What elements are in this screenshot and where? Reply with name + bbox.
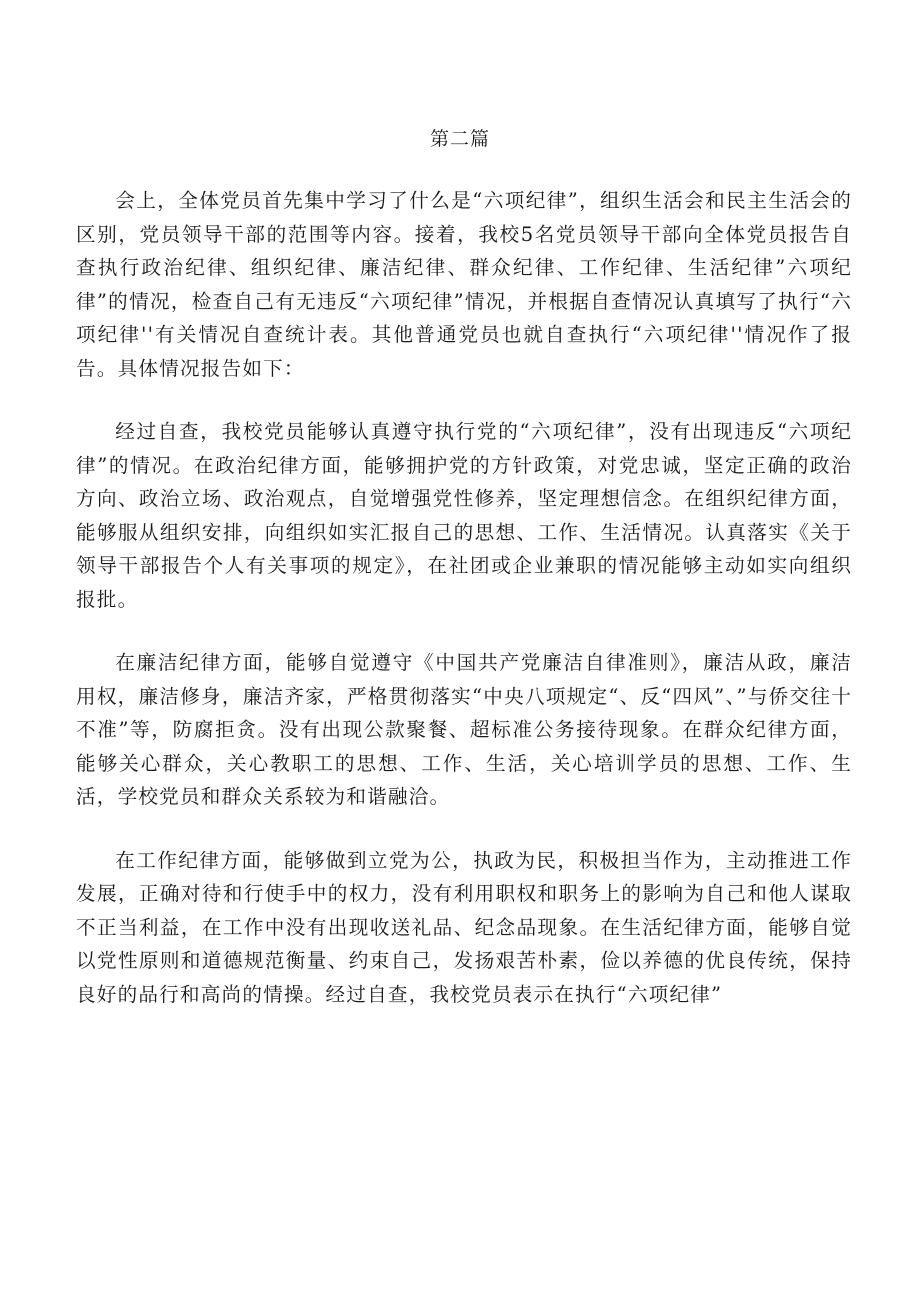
paragraph-3: 在廉洁纪律方面，能够自觉遵守《中国共产党廉洁自律准则》，廉洁从政，廉洁用权，廉洁修身，廉洁齐家，严格贯彻落实“中央八项规定“、反“四风”、”与侨交往十不准”等，防腐拒贪。没有出现公款聚餐、超标准公务接待现象。在群众纪律方面，能够关心群众，关心教职工的思想、工作、生活，关心培训学员的思想、工作、生活，学校党员和群众关系较为和谐融洽。 <box>76 651 852 808</box>
paragraph-2: 经过自查，我校党员能够认真遵守执行党的“六项纪律”，没有出现违反“六项纪律”的情况。在政治纪律方面，能够拥护党的方针政策，对党忠诚，坚定正确的政治方向、政治立场、政治观点，自觉增强党性修养，坚定理想信念。在组织纪律方面，能够服从组织安排，向组织如实汇报自己的思想、工作、生活情况。认真落实《关于领导干部报告个人有关事项的规定》，在社团或企业兼职的情况能够主动如实向组织报批。 <box>76 420 852 611</box>
paragraph-1: 会上，全体党员首先集中学习了什么是“六项纪律”，组织生活会和民主生活会的区别，党员领导干部的范围等内容。接着，我校5名党员领导干部向全体党员报告自查执行政治纪律、组织纪律、廉洁纪律、群众纪律、工作纪律、生活纪律”六项纪律”的情况，检查自己有无违反“六项纪律”情况，并根据自查情况认真填写了执行“六项纪律''有关情况自查统计表。其他普通党员也就自查执行“六项纪律''情况作了报告。具体情况报告如下： <box>76 189 852 380</box>
document-body <box>76 184 852 1041</box>
paragraph-4: 在工作纪律方面，能够做到立党为公，执政为民，积极担当作为，主动推进工作发展，正确对待和行使手中的权力，没有利用职权和职务上的影响为自己和他人谋取不正当利益，在工作中没有出现收送礼品、纪念品现象。在生活纪律方面，能够自觉以党性原则和道德规范衡量、约束自己，发扬艰苦朴素，俭以养德的优良传统，保持良好的品行和高尚的情操。经过自查，我校党员表示在执行“六项纪律” <box>76 848 852 1006</box>
document-title: 第二篇 <box>429 128 490 150</box>
